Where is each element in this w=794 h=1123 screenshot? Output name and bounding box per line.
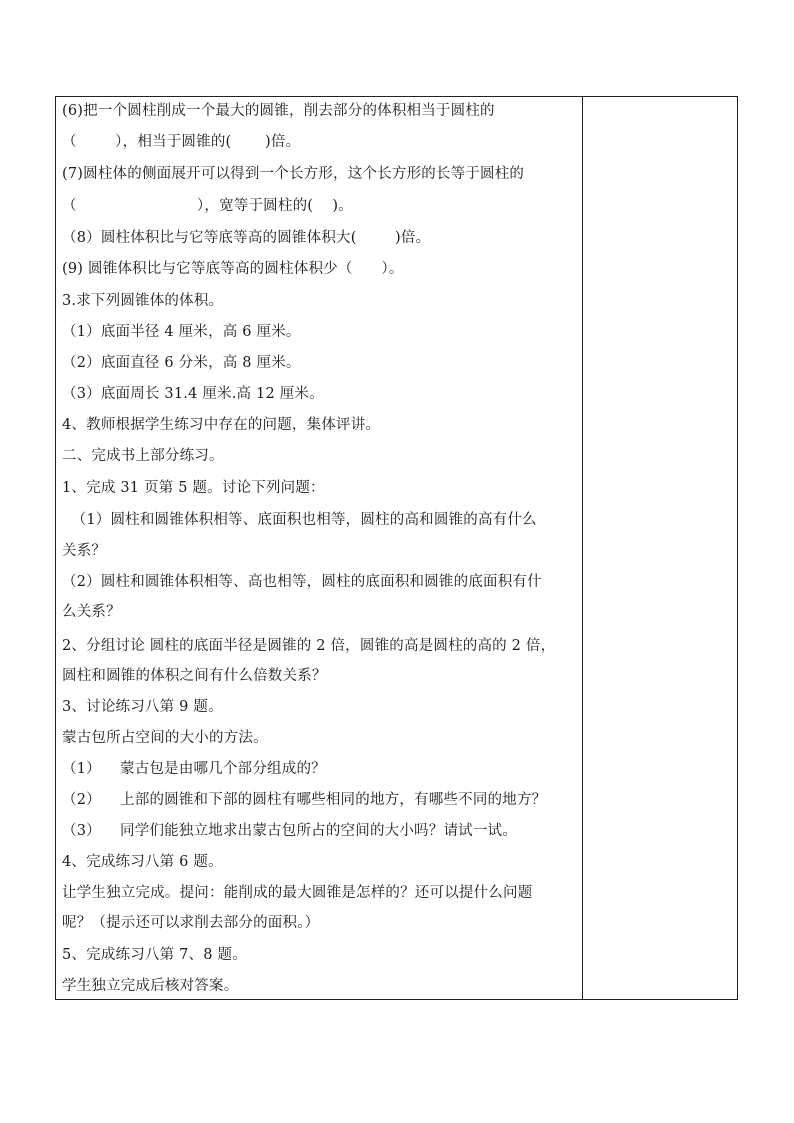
line-item-1-q2b: 么关系？ bbox=[62, 604, 121, 620]
line-item-3-desc: 蒙古包所占空间的大小的方法。 bbox=[62, 730, 268, 746]
line-item-2a: 2、分组讨论 圆柱的底面半径是圆锥的 2 倍，圆锥的高是圆柱的高的 2 倍， bbox=[62, 638, 556, 654]
line-q7-part2: （ ），宽等于圆柱的( )。 bbox=[62, 198, 353, 214]
lesson-table bbox=[55, 96, 738, 1000]
line-item-5: 5、完成练习八第 7、8 题。 bbox=[62, 947, 247, 963]
line-item-3: 3、讨论练习八第 9 题。 bbox=[62, 699, 223, 715]
line-item-3-q3: （3） 同学们能独立地求出蒙古包所占的空间的大小吗？请试一试。 bbox=[62, 823, 517, 839]
content-cell bbox=[56, 97, 583, 999]
line-3-1: （1）底面半径 4 厘米，高 6 厘米。 bbox=[62, 324, 301, 340]
notes-cell bbox=[583, 97, 737, 999]
line-item-4-desc-a: 让学生独立完成。提问：能削成的最大圆锥是怎样的？还可以提什么问题 bbox=[62, 885, 533, 901]
line-item-3-q1: （1） 蒙古包是由哪几个部分组成的？ bbox=[62, 761, 326, 777]
line-item-5-desc: 学生独立完成后核对答案。 bbox=[62, 978, 239, 994]
line-item-2b: 圆柱和圆锥的体积之间有什么倍数关系？ bbox=[62, 668, 327, 684]
line-item-1: 1、完成 31 页第 5 题。讨论下列问题： bbox=[62, 480, 325, 496]
line-q6-part2: （ ），相当于圆锥的( )倍。 bbox=[62, 134, 301, 150]
line-item-4-desc-b: 呢？（提示还可以求削去部分的面积。） bbox=[62, 915, 320, 931]
line-3-3: （3）底面周长 31.4 厘米.高 12 厘米。 bbox=[62, 386, 324, 402]
line-item-3-q2: （2） 上部的圆锥和下部的圆柱有哪些相同的地方，有哪些不同的地方？ bbox=[62, 792, 547, 808]
line-3-2: （2）底面直径 6 分米，高 8 厘米。 bbox=[62, 355, 301, 371]
line-q7-part1: (7)圆柱体的侧面展开可以得到一个长方形，这个长方形的长等于圆柱的 bbox=[62, 166, 525, 182]
line-section-2: 二、完成书上部分练习。 bbox=[62, 448, 224, 464]
line-q8: （8）圆柱体积比与它等底等高的圆锥体积大( )倍。 bbox=[62, 230, 431, 246]
line-q9: (9) 圆锥体积比与它等底等高的圆柱体积少（ ）。 bbox=[62, 261, 404, 277]
line-item-1-q1a: （1）圆柱和圆锥体积相等、底面积也相等，圆柱的高和圆锥的高有什么 bbox=[62, 512, 537, 528]
line-item-1-q1b: 关系？ bbox=[62, 543, 107, 559]
line-item-1-q2a: （2）圆柱和圆锥体积相等、高也相等，圆柱的底面积和圆锥的底面积有什 bbox=[62, 574, 542, 590]
line-q6-part1: (6)把一个圆柱削成一个最大的圆锥，削去部分的体积相当于圆柱的 bbox=[62, 103, 495, 119]
line-step-4: 4、教师根据学生练习中存在的问题，集体评讲。 bbox=[62, 417, 381, 433]
line-item-4: 4、完成练习八第 6 题。 bbox=[62, 854, 223, 870]
line-section-3: 3.求下列圆锥体的体积。 bbox=[62, 293, 224, 309]
